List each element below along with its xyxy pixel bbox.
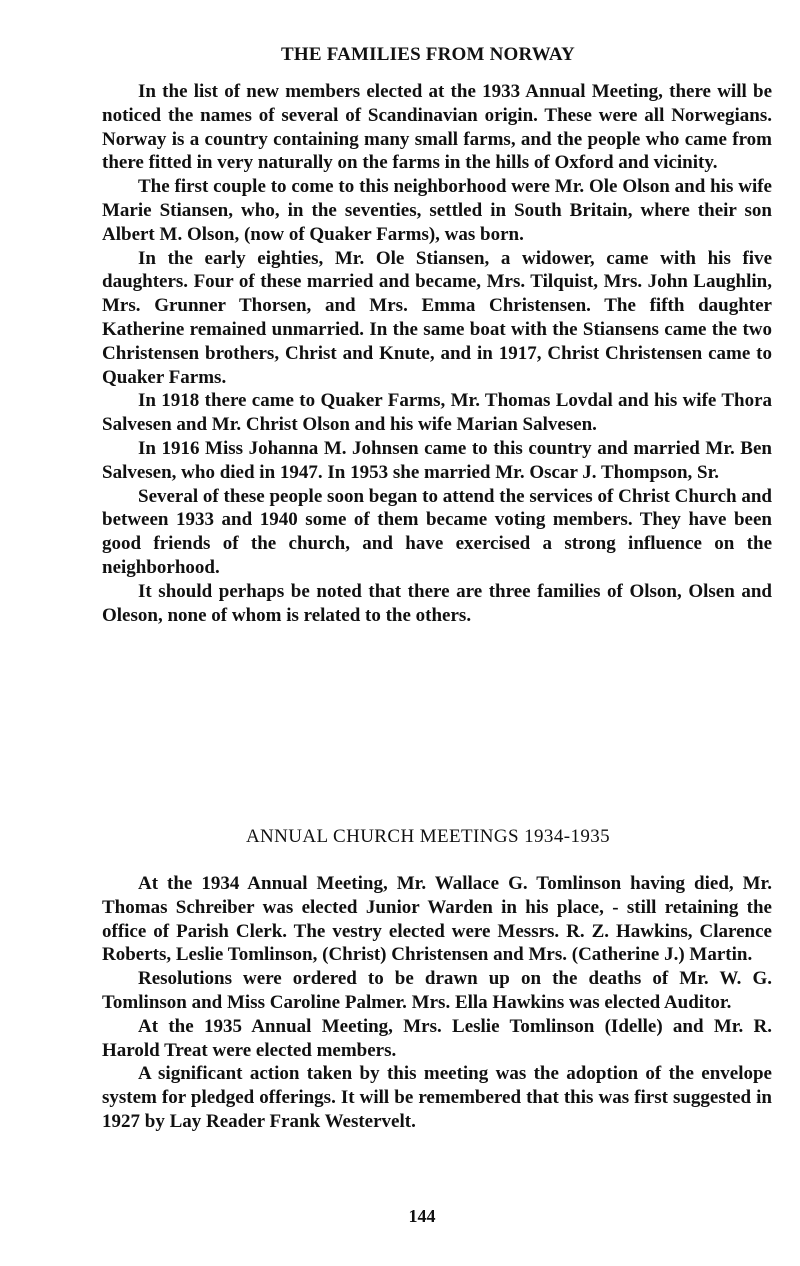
section-title-annual-church-meetings: ANNUAL CHURCH MEETINGS 1934-1935 <box>245 826 611 847</box>
paragraph: Several of these people soon began to attend the services of Christ Church and between 1933 and 1940 some of them became voting members. They have been good friends of the church, and have exercised a strong influence on the neighborhood. <box>102 485 772 578</box>
paragraph: In the early eighties, Mr. Ole Stiansen, a widower, came with his five daughters. Four of these married and became, Mrs. Tilquist, Mrs. John Laughlin, Mrs. Grunner Thorsen, and Mrs. Emma Christensen. The fifth daughter Katherine remained unmarried. In the same boat with the Stiansens came the two Christensen brothers, Christ and Knute, and in 1917, Christ Christensen came to Quaker Farms. <box>102 247 772 388</box>
paragraph: Resolutions were ordered to be drawn up on the deaths of Mr. W. G. Tomlinson and Miss Caroline Palmer. Mrs. Ella Hawkins was elected Auditor. <box>102 968 772 1013</box>
paragraph: In the list of new members elected at the 1933 Annual Meeting, there will be noticed the names of several of Scandinavian origin. These were all Norwegians. Norway is a country containing many small farms, and the people who came from there fitted in very naturally on the farms in the hills of Oxford and vicinity. <box>102 81 772 174</box>
section-title-families-from-norway: THE FAMILIES FROM NORWAY <box>281 44 575 65</box>
paragraph: It should perhaps be noted that there are three families of Olson, Olsen and Oleson, none of whom is related to the others. <box>102 580 772 626</box>
paragraph: A significant action taken by this meeting was the adoption of the envelope system for pledged offerings. It will be remembered that this was first suggested in 1927 by Lay Reader Frank Westervelt. <box>102 1063 772 1132</box>
section-annual-church-meetings <box>102 872 772 1134</box>
paragraph: At the 1934 Annual Meeting, Mr. Wallace G. Tomlinson having died, Mr. Thomas Schreiber was elected Junior Warden in his place, - still retaining the office of Parish Clerk. The vestry elected were Messrs. R. Z. Hawkins, Clarence Roberts, Leslie Tomlinson, (Christ) Christensen and Mrs. (Catherine J.) Martin. <box>102 873 772 966</box>
paragraph: The first couple to come to this neighborhood were Mr. Ole Olson and his wife Marie Stiansen, who, in the seventies, settled in South Britain, where their son Albert M. Olson, (now of Quaker Farms), was born. <box>102 176 772 245</box>
paragraph: At the 1935 Annual Meeting, Mrs. Leslie Tomlinson (Idelle) and Mr. R. Harold Treat were elected members. <box>102 1015 772 1061</box>
paragraph: In 1918 there came to Quaker Farms, Mr. Thomas Lovdal and his wife Thora Salvesen and Mr. Christ Olson and his wife Marian Salvesen. <box>102 390 772 436</box>
page-number: 144 <box>408 1206 436 1226</box>
section-families-from-norway <box>102 80 772 627</box>
paragraph: In 1916 Miss Johanna M. Johnsen came to this country and married Mr. Ben Salvesen, who died in 1947. In 1953 she married Mr. Oscar J. Thompson, Sr. <box>102 437 772 483</box>
